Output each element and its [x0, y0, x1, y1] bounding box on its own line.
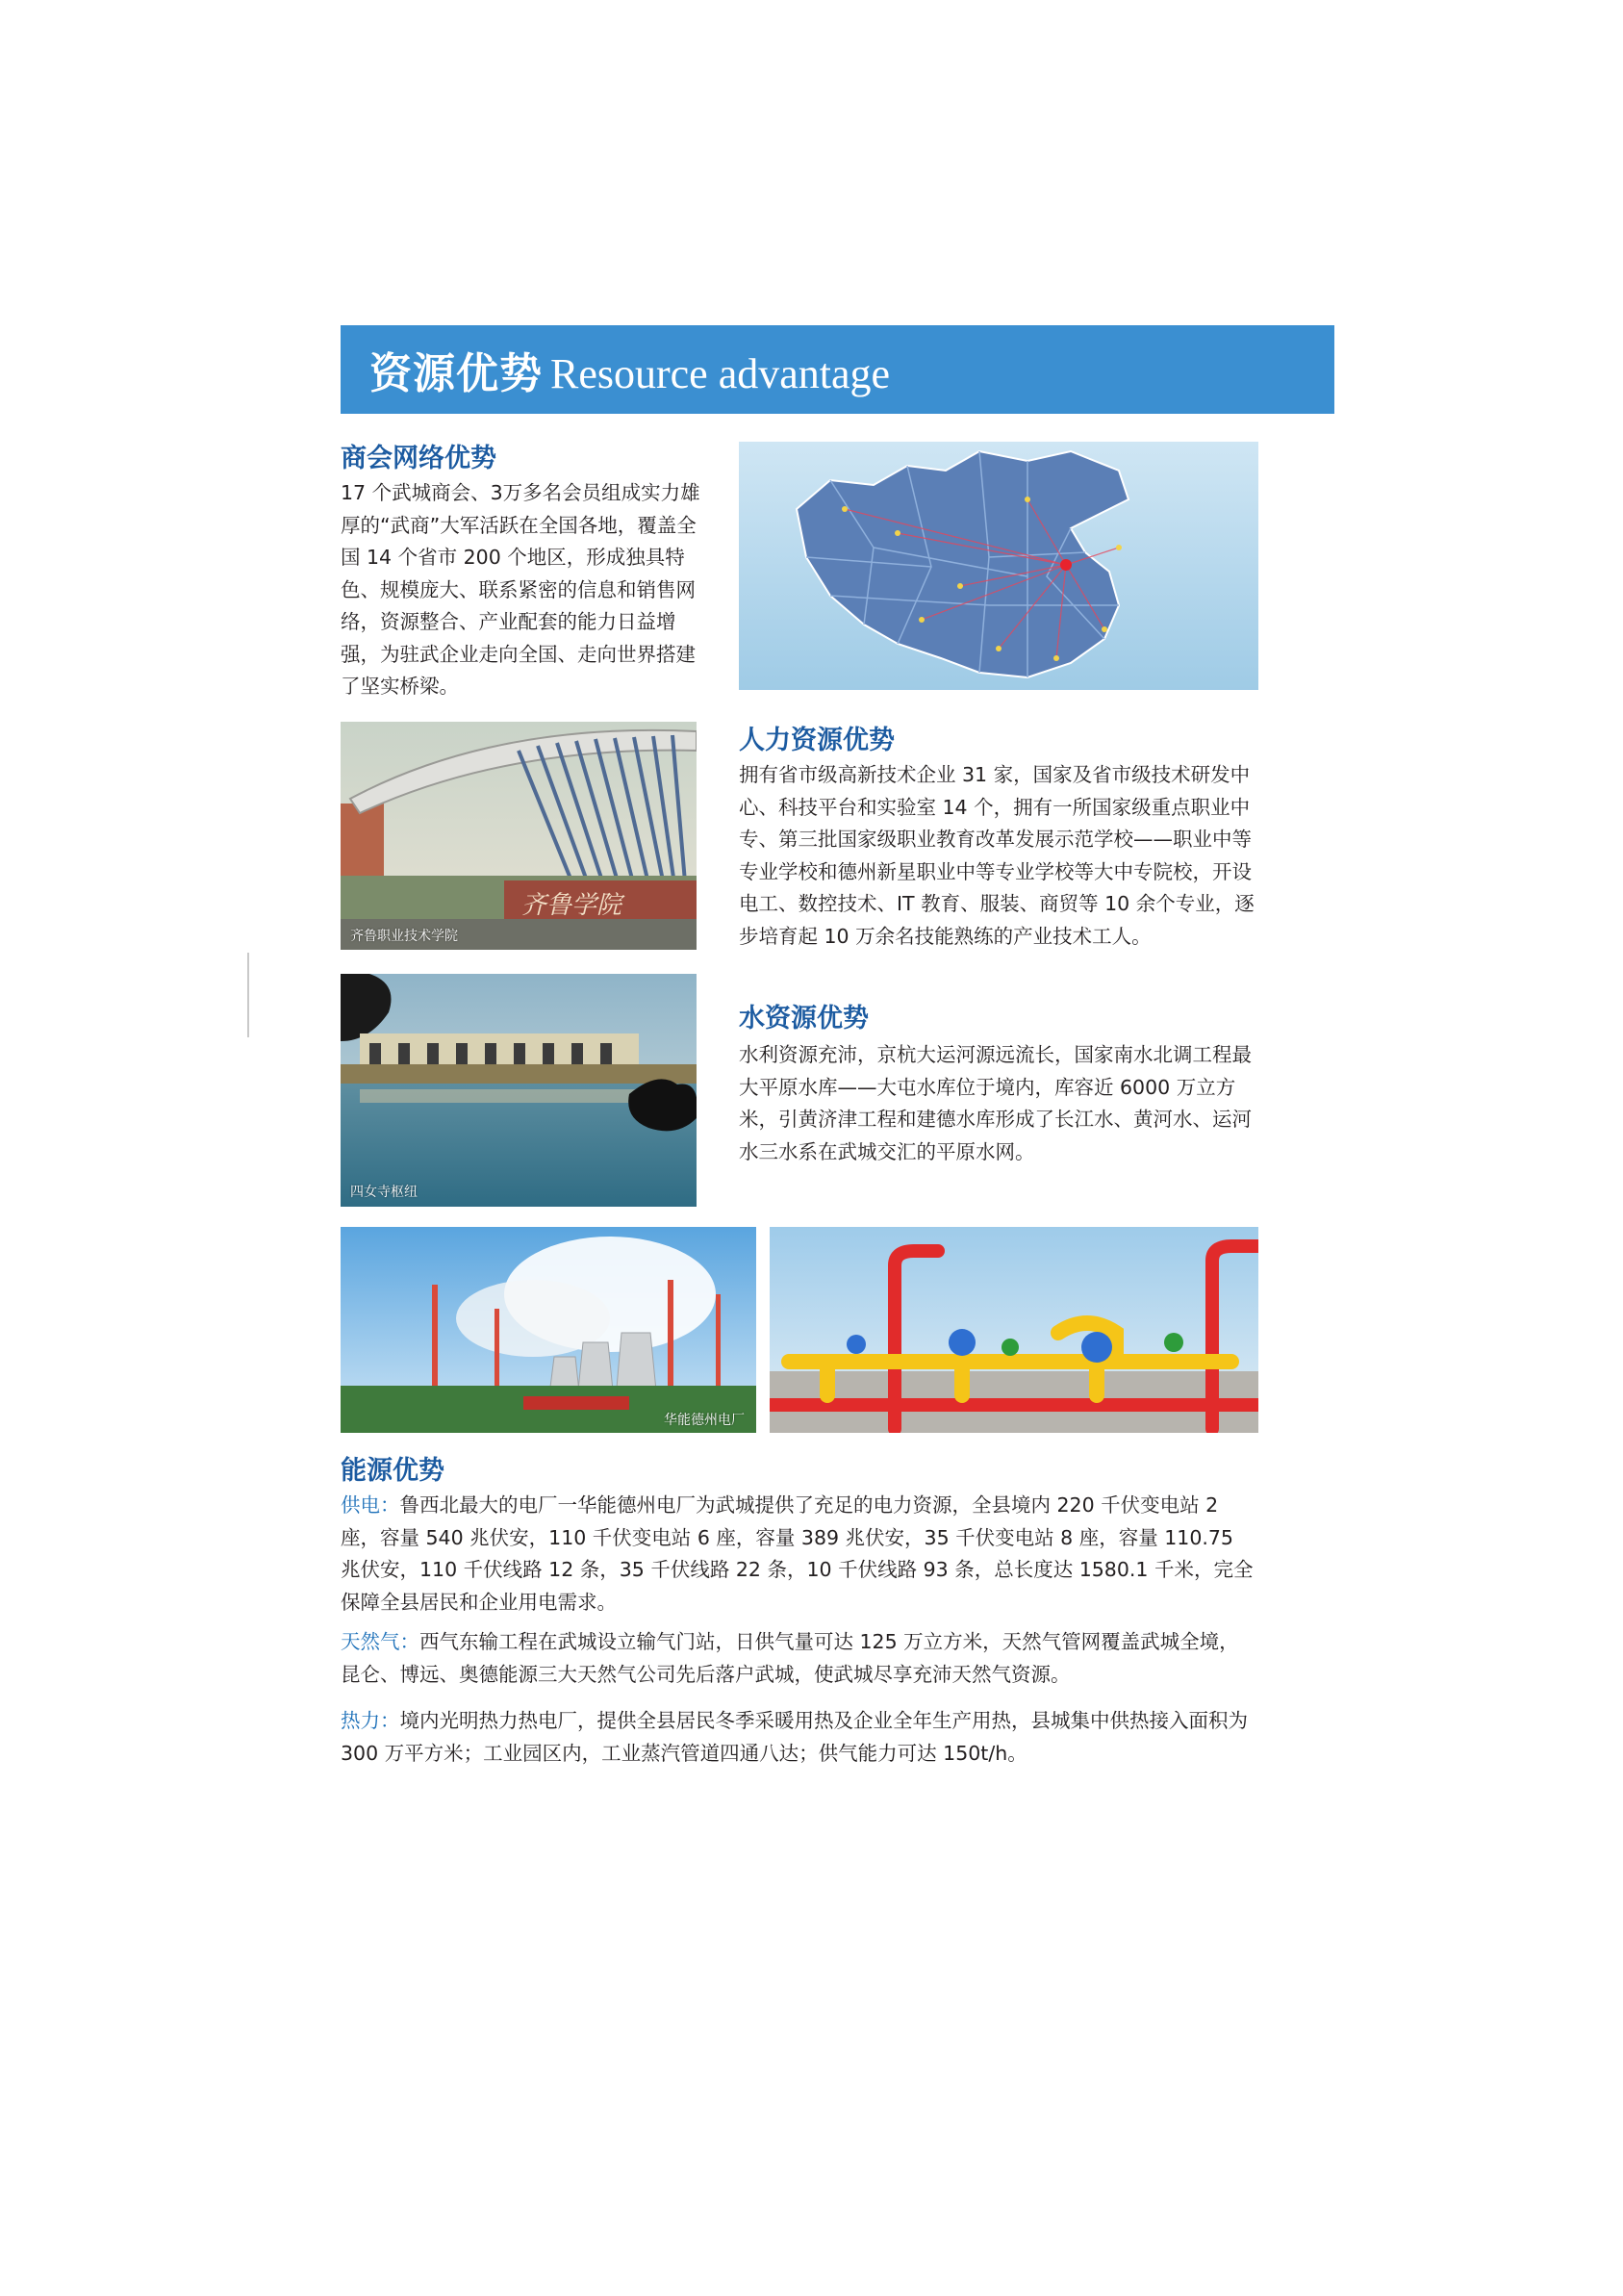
- banner-title: [369, 339, 890, 400]
- heat-supply-paragraph: [341, 1705, 1258, 1770]
- heat-supply-text: 境内光明热力热电厂，提供全县居民冬季采暖用热及企业全年生产用热，县城集中供热接入面积为 300 万平方米；工业园区内，工业蒸汽管道四通八达；供气能力可达 150t/h。: [341, 1709, 1248, 1765]
- water-text: 水利资源充沛，京杭大运河源远流长，国家南水北调工程最大平原水库——大屯水库位于境内，库容近 6000 万立方米，引黄济津工程和建德水库形成了长江水、黄河水、运河水三水系在武城交汇的平原水网。: [739, 1043, 1252, 1163]
- chamber-text: 17 个武城商会、3万多名会员组成实力雄厚的“武商”大军活跃在全国各地，覆盖全国 14 个省市 200 个地区，形成独具特色、规模庞大、联系紧密的信息和销售网络，资源整合、产业配套的能力日益增强，为驻武企业走向全国、走向世界搭建了坚实桥梁。: [341, 481, 700, 698]
- chamber-heading: 商会网络优势: [341, 444, 496, 473]
- margin-rule: [247, 953, 249, 1037]
- sluice-photo-caption: 四女寺枢纽: [350, 1185, 418, 1200]
- gate-inscription: 齐鲁学院: [521, 891, 622, 920]
- power-supply-paragraph: [341, 1490, 1258, 1619]
- natural-gas-label: 天然气：: [341, 1630, 419, 1653]
- power-plant-caption: 华能德州电厂: [664, 1413, 745, 1428]
- gas-station-photo: [770, 1227, 1258, 1433]
- section-banner: [341, 325, 1334, 414]
- natural-gas-text: 西气东输工程在武城设立输气门站，日供气量可达 125 万立方米，天然气管网覆盖武城全境，昆仑、博远、奥德能源三大天然气公司先后落户武城，使武城尽享充沛天然气资源。: [341, 1630, 1239, 1686]
- college-photo-caption: 齐鲁职业技术学院: [350, 929, 458, 944]
- power-plant-photo: [341, 1227, 756, 1433]
- banner-title-cn: 资源优势: [369, 349, 543, 398]
- energy-heading: 能源优势: [341, 1456, 444, 1486]
- heat-supply-label: 热力：: [341, 1709, 400, 1732]
- banner-title-en: Resource advantage: [550, 350, 891, 397]
- sluice-photo: [341, 974, 697, 1207]
- human-heading: 人力资源优势: [739, 726, 895, 755]
- water-heading: 水资源优势: [739, 1004, 869, 1033]
- college-gate-photo: [341, 722, 697, 950]
- power-supply-label: 供电：: [341, 1493, 400, 1517]
- wucheng-location-marker: [1060, 559, 1072, 571]
- power-supply-text: 鲁西北最大的电厂一华能德州电厂为武城提供了充足的电力资源，全县境内 220 千伏变电站 2 座，容量 540 兆伏安，110 千伏变电站 6 座，容量 389 兆伏安，35 千伏变电站 8 座，容量 110.75 兆伏安，110 千伏线路 12 条，35 千伏线路 22 条，10 千伏线路 93 条，总长度达 1580.1 千米，完全保障全县居民和企业用电需求。: [341, 1493, 1254, 1614]
- natural-gas-paragraph: [341, 1626, 1258, 1691]
- human-text: 拥有省市级高新技术企业 31 家，国家及省市级技术研发中心、科技平台和实验室 14 个，拥有一所国家级重点职业中专、第三批国家级职业教育改革发展示范学校——职业中等专业学校和德州新星职业中等专业学校等大中专院校，开设电工、数控技术、IT 教育、服装、商贸等 10 余个专业，逐步培育起 10 万余名技能熟练的产业技术工人。: [739, 763, 1255, 948]
- china-map-image: [739, 442, 1258, 690]
